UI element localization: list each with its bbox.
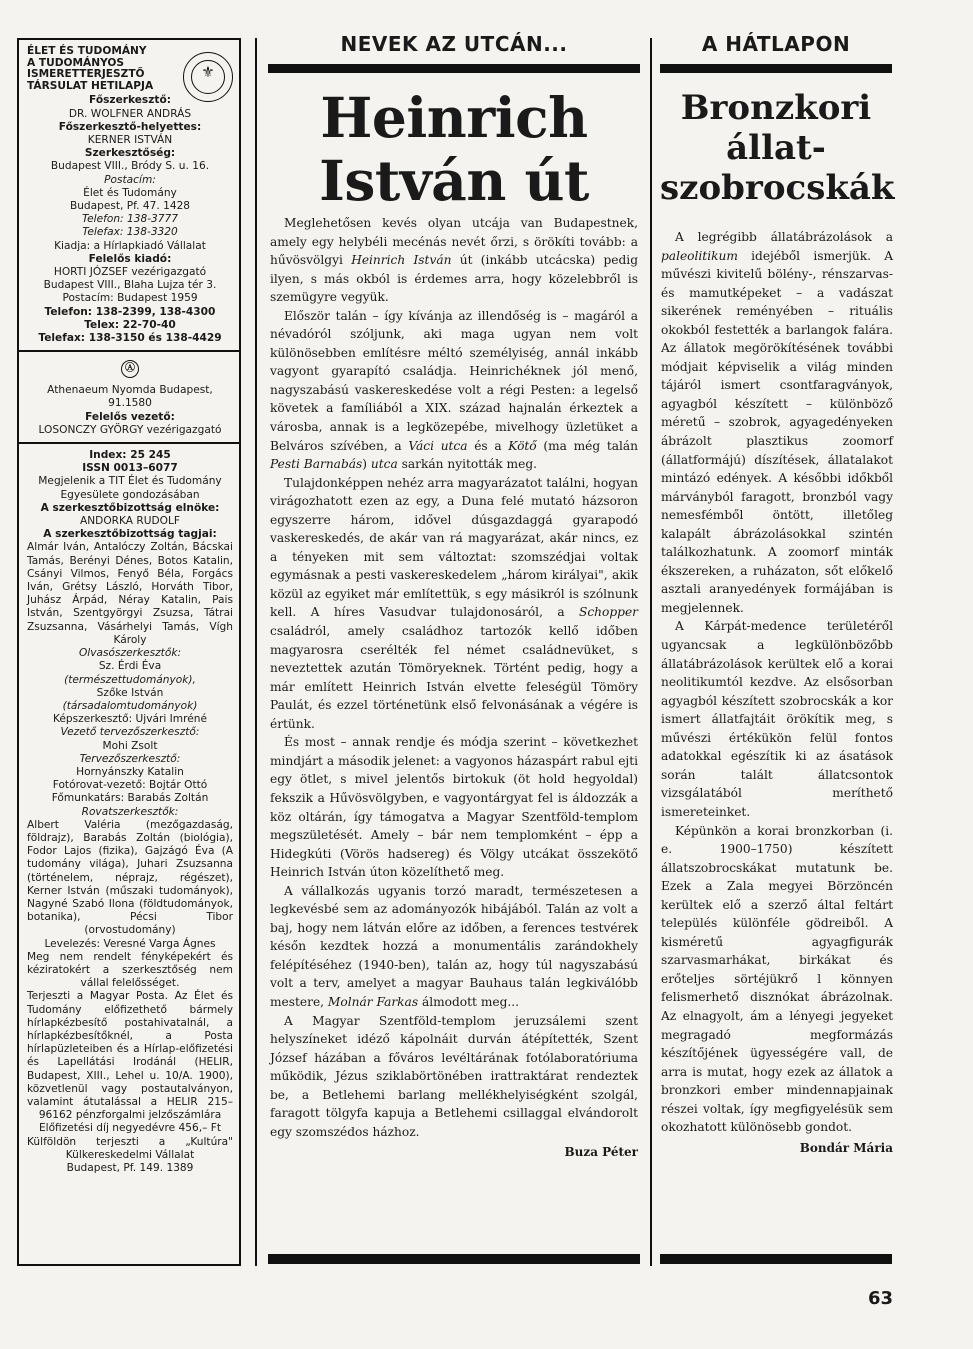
editorial-staff — [27, 94, 233, 345]
paragraph: A Kárpát-medence területéről ugyancsak a legkülönbözőbb állatábrázolások kerültek elő a korai neolitikumtól kezdve. Az elsősorban agyagból készített szobrocskák a kor ismert állatfajtáit örökítik meg, s művészi értékükön felül fontos adatokkal egészítik ki az ásatások során talált állatcsontok vizsgálatából meríthető ismereteinket. — [661, 619, 893, 819]
masthead-line: Olvasószerkesztők: — [78, 647, 182, 660]
masthead-line: Telefax: 138-3320 — [82, 226, 178, 239]
masthead-line: Felelős kiadó: — [88, 252, 172, 265]
paragraph: A Magyar Szentföld-templom jeruzsálemi szent helyszíneket idéző kápolnáit durván átépítették, Szent József házában a főváros levéltárának fotólaboratóriuma működik, Jézus sziklabörtönében irattraktárat rendeztek be, a Betlehemi barlang mellékhelyiségként szolgál, faragott tölgyfa kapuja a Betlehemi csillaggal elvándorolt egy szomszédos házhoz. — [270, 1013, 638, 1139]
masthead-box — [17, 38, 241, 1266]
masthead-line: ANDORKA RUDOLF — [79, 515, 180, 528]
publisher-name: ÉLET ÉS TUDOMÁNY A TUDOMÁNYOS ISMERETTERJESZTŐ TÁRSULAT HETILAPJA — [27, 45, 154, 92]
masthead-line: Budapest, Pf. 149. 1389 — [66, 1162, 194, 1175]
masthead-line: Főszerkesztő-helyettes: — [58, 120, 202, 133]
masthead-line: 91.1580 — [108, 397, 152, 410]
masthead-line: Külföldön terjeszti a „Kultúra" Külkereskedelmi Vállalat — [27, 1135, 233, 1161]
masthead-line: Telefax: 138-3150 és 138-4429 — [38, 332, 222, 345]
divider — [19, 350, 239, 352]
masthead-line: Athenaeum Nyomda Budapest, — [47, 384, 213, 397]
paragraph: A vállalkozás ugyanis torzó maradt, természetesen a legkevésbé sem az adományozók hibájából. Talán az volt a baj, hogy nem látván előre az időben, a ferences testvérek későn kezdtek hozzá a monumentális zarándokhely felépítéséhez (1940-ben), talán az, hogy túl nagyszabású volt a terv, amelyet a magyar Bauhaus talán legkiválóbb mestere, Molnár Farkas álmodott meg... — [270, 883, 638, 1009]
paragraph: Meglehetősen kevés olyan utcája van Budapestnek, amely egy helybéli mecénás nevét őrzi, s örökíti tovább: a hűvösvölgyi Heinrich István út (inkább utcácska) pedig ilyen, s más okból is érdemes arra, hogy közelebbről is szemügyre vegyük. — [270, 216, 639, 305]
divider — [19, 442, 239, 444]
paragraph: Tulajdonképpen nehéz arra magyarázatot találni, hogyan virágozhatott ezen az egy, a Duna felé mutató házsoron egyszerre három, idővel dúsgazdaggá gyarapodó vaskereskedés, de akár van rá magyarázat, akár nincs, ez a tényeken mit sem változtat: szomszédjai voltak egymásnak a pesti vaskereskedelem „három királyai", akik közül az egyiket már említettük, s egy másikról is szólnunk kell. A híres Vasudvar tulajdonosáról, a Schopper családról, amely családhoz tartozók kellő időben magyarosra cserélték fel német családnevüket, s neveztettek azután Tömöryeknek. Történt pedig, hogy a már említett Heinrich István elvette feleségül Tömöry Paulát, és ezzel történetünk első felvonásának a végére is értünk. — [270, 475, 638, 731]
masthead-line: ISSN 0013–6077 — [82, 462, 178, 475]
masthead-line: Meg nem rendelt fényképekért és kéziratokért a szerkesztőség nem vállal felelősséget. — [27, 950, 233, 990]
masthead-line: Almár Iván, Antalóczy Zoltán, Bácskai Tamás, Berényi Dénes, Botos Katalin, Csányi Vilmos, Fenyő Béla, Forgács Iván, Grétsy László, Horváth Tibor, Juhász Árpád, Néray Katalin, Pais István, Szentgyörgyi Zsuzsa, Tátrai Zsuzsanna, Vásárhelyi Tamás, Vígh Károly — [27, 541, 233, 646]
section-kicker: A HÁTLAPON — [701, 32, 851, 56]
masthead-line: Rovatszerkesztők: — [81, 805, 179, 818]
masthead-line: Telex: 22-70-40 — [84, 318, 176, 331]
masthead-line: Budapest, Pf. 47. 1428 — [69, 200, 191, 212]
masthead-line: Főmunkatárs: Barabás Zoltán — [51, 792, 209, 805]
masthead-line: Egyesülete gondozásában — [60, 488, 200, 501]
masthead-line: (társadalomtudományok) — [62, 699, 198, 712]
masthead-line: Előfizetési díj negyedévre 456,– Ft — [38, 1122, 222, 1135]
publication-info — [27, 449, 233, 1175]
masthead-line: Postacím: Budapest 1959 — [62, 292, 198, 305]
paragraph: Képünkön a korai bronzkorban (i. e. 1900–1750) készített állatszobrocskákat mutatunk be. Ezek a Zala megyei Börzöncén kerültek elő a szerző által feltárt település különféle gödreiből. A kisméretű agyagfigurák szarvasmarhákat, birkákat és erőteljes sörtéjükrő l könnyen felismerhető disznókat ábrázolnak. Az elnagyolt, ám a lényegi jegyeket megragadó megformázás készítőjének ügyességére vall, de arra is mutat, hogy ezek az állatok a bronzkori ember mindennapjainak részei voltak, így megfigyelésük sem okozhatott különösebb gondot. — [661, 823, 893, 1135]
masthead-line: Postacím: — [104, 173, 156, 186]
printer-logo-icon: Ⓐ — [121, 360, 139, 378]
masthead-line: Albert Valéria (mezőgazdaság, földrajz), Barabás Zoltán (biológia), Fodor Lajos (fizika), Gajzágó Éva (A tudomány világa), Juhari Zsuzsanna (történelem, néprajz, régészet), Kerner István (műszaki tudományok), Nagyné Szabó Ilona (földtudományok, botanika), Pécsi Tibor (orvostudomány) — [27, 818, 233, 937]
paragraph: Először talán – így kívánja az illendőség is – magáról a névadóról szóljunk, aki maga ugyan nem volt különösebben említésre méltó személyiség, annál inkább vagyont gyarapító családja. Heinrichéknek jól menő, nagyszabású vaskereskedése volt a régi Pesten: a legelső követek a famíliából a XIX. század hajnalán érkeztek a városba, annak is a legközepébe, mivelhogy üzletüket a Belváros szívében, a Váci utca és a Kötő (ma még talán Pesti Barnabás) utca sarkán nyitották meg. — [270, 308, 639, 472]
author-signature: Buza Péter — [564, 1145, 638, 1160]
masthead-line: Képszerkesztő: Ujvári Imréné — [53, 713, 207, 726]
section-kicker: NEVEK AZ UTCÁN... — [340, 32, 568, 56]
masthead-line: KERNER ISTVÁN — [87, 133, 173, 146]
masthead-line: Budapest VIII., Bródy S. u. 16. — [50, 160, 210, 173]
masthead-line: Felelős vezető: — [85, 410, 175, 423]
masthead-line: Vezető tervezőszerkesztő: — [60, 726, 200, 739]
author-signature: Bondár Mária — [799, 1140, 893, 1155]
masthead-line: Megjelenik a TIT Élet és Tudomány — [38, 475, 222, 488]
heading-bar — [660, 64, 892, 73]
article-body — [661, 228, 893, 1157]
masthead-line: Hornyánszky Katalin — [76, 765, 184, 778]
masthead-line: Levelezés: Veresné Varga Ágnes — [44, 937, 216, 950]
masthead-line: Sz. Érdi Éva — [98, 660, 162, 673]
paragraph: És most – annak rendje és módja szerint – következhet mindjárt a második jelenet: a vagyonos házaspárt rabul ejti egy ötlet, s mivel jelentős birtokuk (öt hold hegyoldal) fekszik a Hűvösvölgyben, e vagyontárgyat fel is áldozzák a köz oltárán, így támogatva a Magyar Szentföld-templom megszületését. Amely – bár nem templomként – épp a Hidegkúti (Vörös hadsereg) és Völgy utcákat összekötő Heinrich István úton közelíthető meg. — [270, 735, 638, 880]
masthead-line: Telefon: 138-3777 — [81, 213, 178, 226]
article-title: Heinrich István út — [319, 85, 589, 213]
article-body — [270, 214, 638, 1162]
article-title: Bronzkori állat- szobrocskák — [660, 88, 895, 208]
masthead-line: Telefon: 138-2399, 138-4300 — [44, 305, 216, 318]
masthead-line: Kiadja: a Hírlapkiadó Vállalat — [54, 239, 206, 252]
page-number: 63 — [867, 1288, 893, 1309]
masthead-line: A szerkesztőbizottság elnöke: — [40, 501, 220, 514]
column-rule — [650, 38, 652, 1266]
masthead-line: Index: 25 245 — [89, 449, 171, 462]
masthead-line: Szőke István — [96, 686, 164, 699]
masthead-line: Tervezőszerkesztő: — [79, 752, 181, 765]
masthead-line: Fotórovat-vezető: Bojtár Ottó — [52, 779, 208, 792]
footer-bar — [268, 1254, 640, 1264]
column-rule — [255, 38, 257, 1266]
printer-info — [27, 384, 233, 437]
society-seal-icon: ⚜ — [183, 52, 233, 102]
masthead-line: HORTI JÓZSEF vezérigazgató — [53, 266, 207, 279]
masthead-line: (természettudományok), — [64, 673, 196, 686]
masthead-line: Terjeszti a Magyar Posta. Az Élet és Tudomány előfizethető bármely hírlapkézbesítő postahivatalnál, a hírlapkézbesítőknél, a Posta hírlapüzleteiben és a Hírlap-előfizetési és Lapellátási Irodánál (HELIR, Budapest, XIII., Lehel u. 10/A. 1900), közvetlenül vagy postautalványon, valamint átutalással a HELIR 215–96162 pénzforgalmi jelzőszámlára — [27, 990, 233, 1122]
masthead-line: Mohi Zsolt — [102, 739, 158, 752]
paragraph: A legrégibb állatábrázolások a paleolitikum idejéből ismerjük. A művészi kivitelű bölény-, rénszarvas- és mamutképeket – a vadászat sikerének reményében – rituális okokból festették a barlangok falára. Az állatok megörökítésének további módjait képviselik a világ minden tájáról ismert csontfaragványok, agyagból készített – különböző méretű – szobrok, agyagedényeken ábrázolt plasztikus zoomorf (állatformájú) díszítések, állatalakot mintázó edények. A későbbi időkből márványból faragott, bronzból vagy nemesfémből öntött, illetőleg kalapált ábrázolásokkal szintén találkozhatunk. A zoomorf minták ékszereken, a ruházaton, sőt előkelő asztali aranyedények formájában is megjelennek. — [661, 230, 893, 615]
masthead-line: A szerkesztőbizottság tagjai: — [43, 528, 217, 541]
masthead-line: Szerkesztőség: — [84, 147, 176, 160]
masthead-line: Főszerkesztő: — [89, 94, 171, 107]
masthead-line: LOSONCZY GYÖRGY vezérigazgató — [38, 423, 222, 436]
heading-bar — [268, 64, 640, 73]
masthead-line: DR. WOLFNER ANDRÁS — [68, 107, 192, 120]
footer-bar — [660, 1254, 892, 1264]
masthead-line: Élet és Tudomány — [83, 186, 177, 199]
masthead-line: Budapest VIII., Blaha Lujza tér 3. — [43, 279, 217, 292]
